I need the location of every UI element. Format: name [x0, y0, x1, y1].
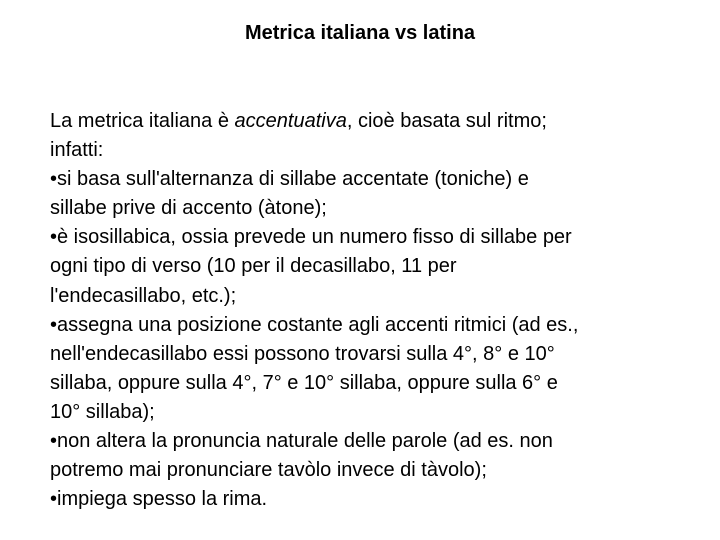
bullet-3-line-1: •assegna una posizione costante agli accenti ritmici (ad es.,: [50, 313, 579, 336]
bullet-5-line-1: •impiega spesso la rima.: [50, 488, 268, 511]
bullet-3-line-2: nell'endecasillabo essi possono trovarsi sulla 4°, 8° e 10°: [50, 342, 555, 365]
intro-continuation: infatti:: [50, 139, 104, 162]
intro-emphasis: accentuativa: [234, 110, 347, 132]
bullet-2-line-1: •è isosillabica, ossia prevede un numero fisso di sillabe per: [50, 226, 572, 249]
intro-line: [50, 107, 700, 136]
bullet-3-line-3: sillaba, oppure sulla 4°, 7° e 10° sillaba, oppure sulla 6° e: [50, 371, 558, 394]
bullet-4-line-1: •non altera la pronuncia naturale delle parole (ad es. non: [50, 430, 553, 453]
intro-text-before: La metrica italiana è: [50, 110, 235, 132]
bullet-2-line-2: ogni tipo di verso (10 per il decasillabo, 11 per: [50, 255, 457, 278]
slide-title: Metrica italiana vs latina: [244, 22, 476, 44]
intro-text-after: , cioè basata sul ritmo;: [346, 110, 547, 132]
bullet-4-line-2: potremo mai pronunciare tavòlo invece di tàvolo);: [50, 459, 487, 482]
bullet-3-line-4: 10° sillaba);: [50, 400, 155, 423]
slide-body: [50, 107, 700, 514]
bullet-2-line-3: l'endecasillabo, etc.);: [50, 284, 237, 307]
bullet-1-line-1: •si basa sull'alternanza di sillabe accentate (toniche) e: [50, 168, 529, 191]
bullet-1-line-2: sillabe prive di accento (àtone);: [50, 197, 327, 220]
